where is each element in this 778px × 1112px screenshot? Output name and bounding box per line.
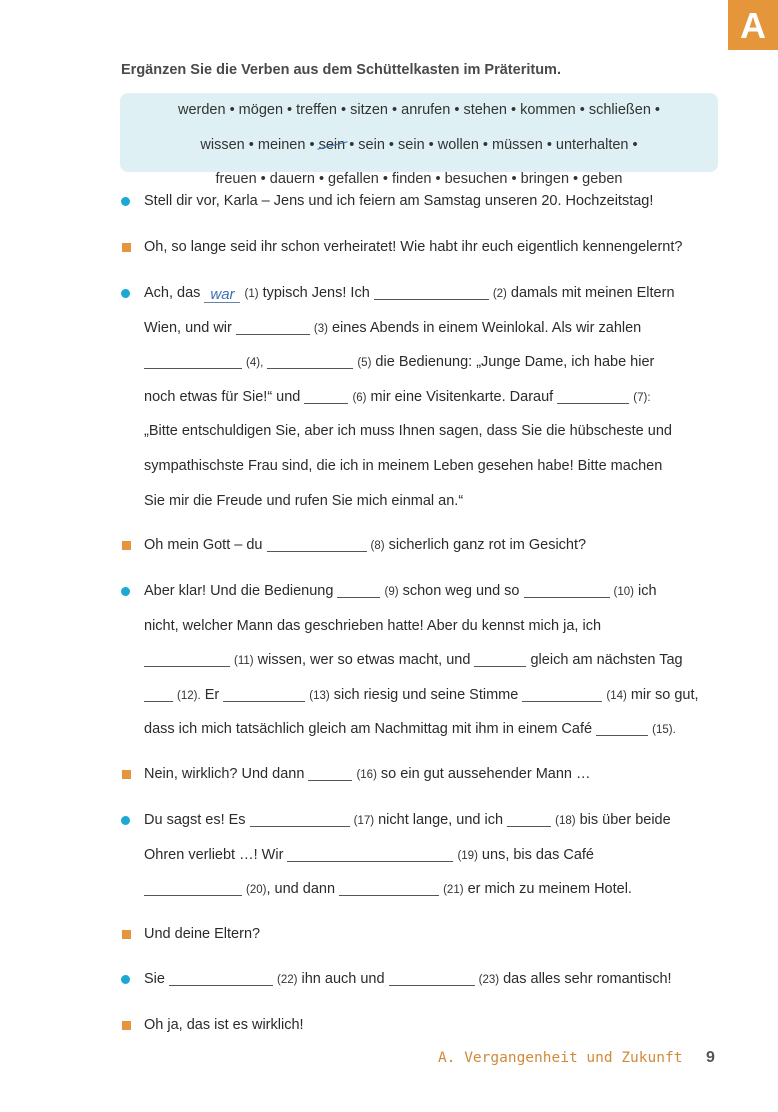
word-box-line-2 [120, 135, 718, 170]
dialogue-text: ich [634, 583, 657, 599]
gap-12-prefix[interactable] [144, 685, 173, 702]
chapter-tab: A [728, 0, 778, 50]
dialogue-text: mir so gut, [626, 686, 699, 703]
gap-6[interactable] [304, 387, 348, 404]
gap-13[interactable] [223, 685, 305, 702]
dialogue-item-2 [144, 237, 729, 257]
word-box-line-3: freuen • dauern • gefallen • finden • besuchen • bringen • geben [215, 171, 623, 188]
dialogue-text: bis über beide [575, 812, 671, 828]
gap-2[interactable] [374, 283, 489, 300]
dialogue-text: gleich am nächsten Tag [526, 652, 683, 669]
gap-number: (22) [277, 974, 298, 986]
blue-dot-bullet-icon [121, 197, 130, 206]
gap-16[interactable] [308, 764, 352, 781]
gap-8[interactable] [267, 535, 367, 552]
blue-dot-bullet-icon [121, 289, 130, 298]
gap-number: (3) [313, 322, 328, 335]
blue-dot-bullet-icon [121, 975, 130, 984]
blue-dot-bullet-icon [121, 816, 130, 825]
orange-square-bullet-icon [122, 243, 131, 252]
dialogue-text: Ach, das [144, 285, 205, 301]
dialogue-text: damals mit meinen Eltern [506, 285, 675, 301]
gap-number: (6) [352, 391, 367, 404]
dialogue-text: , und dann [266, 881, 340, 898]
gap-15[interactable] [596, 719, 648, 736]
dialogue-text: nicht, welcher Mann das geschrieben hatte! Aber du kennst mich ja, ich [144, 617, 602, 634]
dialogue-item-1 [144, 191, 729, 211]
gap-11[interactable] [144, 650, 230, 667]
gap-3[interactable] [236, 318, 310, 335]
gap-number: (14) [606, 689, 627, 702]
dialogue-text: so ein gut aussehender Mann … [376, 766, 591, 782]
gap-18[interactable] [507, 810, 551, 827]
gap-number: (15). [652, 724, 676, 737]
gap-number: (7): [633, 391, 651, 404]
gap-number: (10) [613, 586, 634, 598]
page-number: 9 [706, 1049, 715, 1066]
gap-23[interactable] [389, 969, 475, 986]
dialogue-text: mir eine Visitenkarte. Darauf [366, 388, 558, 405]
gap-20[interactable] [144, 879, 242, 896]
dialogue-text: typisch Jens! Ich [258, 285, 374, 301]
dialogue-text: Ohren verliebt …! Wir [144, 846, 288, 863]
gap-number: (16) [356, 769, 377, 781]
dialogue-text: nicht lange, und ich [374, 812, 508, 828]
dialogue-text: die Bedienung: „Junge Dame, ich habe hier [371, 354, 655, 371]
dialogue-item-9 [144, 969, 729, 989]
footer-chapter-title: A. Vergangenheit und Zukunft [438, 1050, 683, 1066]
dialogue-text: „Bitte entschuldigen Sie, aber ich muss Ihnen sagen, dass Sie die hübscheste und [144, 423, 672, 440]
gap-number: (21) [443, 884, 464, 897]
gap-number: (8) [370, 540, 385, 552]
dialogue-text: eines Abends in einem Weinlokal. Als wir zahlen [327, 319, 642, 336]
dialogue-item-10 [144, 1015, 729, 1035]
gap-17[interactable] [250, 810, 350, 827]
gap-number: (17) [353, 815, 375, 827]
dialogue-text: schon weg und so [398, 583, 524, 599]
gap-number: (5) [357, 357, 372, 370]
dialogue-text: Sie mir die Freude und rufen Sie mich einmal an.“ [144, 492, 464, 509]
word-box [120, 93, 718, 188]
dialogue-text: Und deine Eltern? [144, 926, 261, 942]
gap-number: (18) [555, 815, 576, 827]
word-box-line-1: werden • mögen • treffen • sitzen • anrufen • stehen • kommen • schließen • [177, 102, 661, 118]
word-box-line-2-start: wissen • meinen • [200, 136, 319, 153]
gap-number: (11) [234, 655, 254, 668]
dialogue-text: er mich zu meinem Hotel. [463, 881, 632, 898]
gap-7[interactable] [557, 387, 629, 404]
dialogue-text: uns, bis das Café [477, 846, 594, 863]
gap-number: (20) [246, 884, 267, 897]
gap-12-verb[interactable] [474, 650, 526, 667]
dialogue-text: Oh ja, das ist es wirklich! [144, 1017, 304, 1033]
dialogue-item-4 [144, 535, 729, 555]
gap-1[interactable] [204, 286, 240, 303]
gap-number: (2) [492, 288, 507, 300]
dialogue-text: dass ich mich tatsächlich gleich am Nachmittag mit ihm in einem Café [144, 721, 597, 738]
dialogue-text: Aber klar! Und die Bedienung [144, 583, 338, 599]
gap-10[interactable] [524, 581, 610, 598]
dialogue-text: sich riesig und seine Stimme [329, 686, 523, 703]
dialogue-item-7 [144, 810, 729, 899]
gap-number: (4), [246, 357, 264, 370]
dialogue-text: wissen, wer so etwas macht, und [253, 652, 475, 669]
gap-1-answer: war [210, 286, 235, 303]
dialogue-text: Er [200, 686, 224, 703]
gap-5[interactable] [267, 352, 353, 369]
dialogue-text: das alles sehr romantisch! [499, 971, 672, 987]
dialogue-text: Du sagst es! Es [144, 812, 250, 828]
gap-number: (13) [309, 689, 330, 702]
orange-square-bullet-icon [122, 541, 131, 550]
blue-dot-bullet-icon [121, 587, 130, 596]
dialogue-text: sympathischste Frau sind, die ich in meinem Leben gesehen habe! Bitte machen [144, 457, 663, 474]
dialogue-item-5 [144, 581, 729, 739]
struck-word: sein [318, 136, 346, 153]
dialogue-text: Oh, so lange seid ihr schon verheiratet! Wie habt ihr euch eigentlich kennengelernt? [144, 239, 683, 255]
dialogue-item-6 [144, 764, 729, 784]
gap-9[interactable] [337, 581, 380, 598]
dialogue-text: noch etwas für Sie!“ und [144, 388, 305, 405]
gap-21[interactable] [339, 879, 439, 896]
dialogue-text: Oh mein Gott – du [144, 537, 267, 553]
dialogue-text: Sie [144, 971, 169, 987]
orange-square-bullet-icon [122, 930, 131, 939]
dialogue-item-3 [144, 283, 729, 511]
dialogue-text: Nein, wirklich? Und dann [144, 766, 309, 782]
dialogue-item-8 [144, 924, 729, 944]
dialogue-text: Wien, und wir [144, 319, 236, 336]
gap-number: (12). [177, 689, 201, 702]
gap-number: (9) [384, 586, 399, 598]
orange-square-bullet-icon [122, 770, 131, 779]
gap-number: (19) [457, 849, 478, 862]
gap-22[interactable] [169, 969, 273, 986]
gap-19[interactable] [287, 845, 453, 862]
dialogue-text: Stell dir vor, Karla – Jens und ich feiern am Samstag unseren 20. Hochzeitstag! [144, 193, 654, 209]
dialogue-text: ihn auch und [297, 971, 389, 987]
gap-number: (1) [244, 288, 259, 300]
dialogue-text: sicherlich ganz rot im Gesicht? [384, 537, 587, 553]
orange-square-bullet-icon [122, 1021, 131, 1030]
instruction: Ergänzen Sie die Verben aus dem Schüttelkasten im Präteritum. [121, 62, 561, 78]
gap-4[interactable] [144, 352, 242, 369]
gap-number: (23) [478, 974, 500, 986]
gap-14[interactable] [522, 685, 602, 702]
word-box-line-2-end: • sein • sein • wollen • müssen • unterhalten • [345, 136, 638, 153]
